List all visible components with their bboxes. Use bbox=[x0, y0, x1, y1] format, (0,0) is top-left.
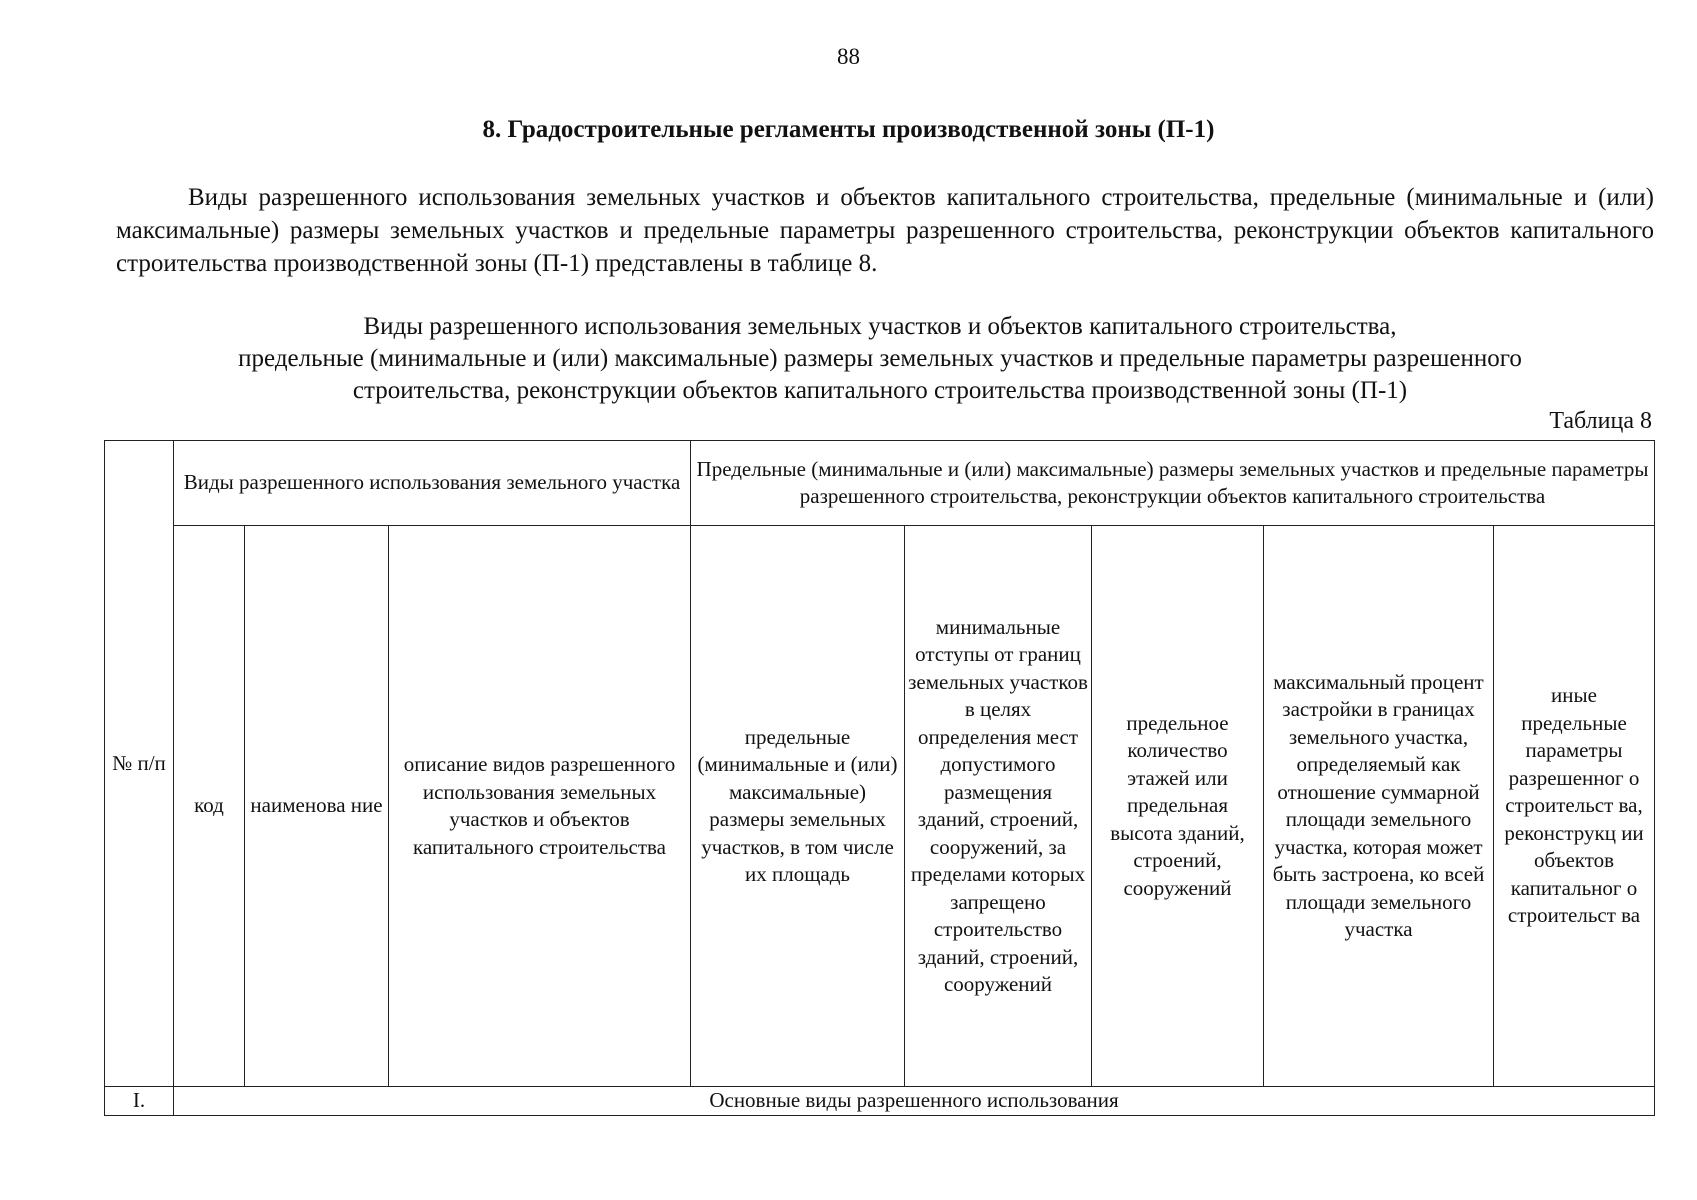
header-group-uses: Виды разрешенного использования земельного участка bbox=[174, 441, 691, 526]
header-number: № п/п bbox=[105, 441, 174, 1087]
header-description: описание видов разрешенного использования земельных участков и объектов капитального строительства bbox=[389, 526, 691, 1087]
intro-paragraph: Виды разрешенного использования земельных участков и объектов капитального строительства, предельные (минимальные и (или) максимальные) размеры земельных участков и предельные параметры разрешенного строительства, реконструкции объектов капитального строительства производственной зоны (П-1) представлены в таблице 8. bbox=[116, 184, 1654, 277]
page-number: 88 bbox=[837, 44, 860, 69]
header-coverage: максимальный процент застройки в границах земельного участка, определяемый как отношение суммарной площади земельного участка, которая может быть застроена, ко всей площади земельного участка bbox=[1264, 526, 1494, 1087]
header-setbacks: минимальные отступы от границ земельных участков в целях определения мест допустимого размещения зданий, строений, сооружений, за пределами которых запрещено строительство зданий, строений, сооружений bbox=[905, 526, 1092, 1087]
header-floors: предельное количество этажей или предельная высота зданий, строений, сооружений bbox=[1092, 526, 1264, 1087]
header-sizes: предельные (минимальные и (или) максимальные) размеры земельных участков, в том числе их площадь bbox=[691, 526, 905, 1087]
table-caption bbox=[100, 311, 1660, 407]
header-code: код bbox=[174, 526, 245, 1087]
header-other: иные предельные параметры разрешенног о строительст ва, реконструкц ии объектов капитальног о строительст ва bbox=[1494, 526, 1655, 1087]
header-name: наименова ние bbox=[245, 526, 389, 1087]
table-label: Таблица 8 bbox=[1549, 408, 1652, 434]
section-title: Основные виды разрешенного использования bbox=[174, 1087, 1655, 1116]
caption-line-2: предельные (минимальные и (или) максимальные) размеры земельных участков и предельные параметры разрешенного bbox=[238, 345, 1522, 372]
section-heading: 8. Градостроительные регламенты производственной зоны (П-1) bbox=[482, 116, 1215, 143]
section-number: I. bbox=[105, 1087, 174, 1116]
regulations-table bbox=[104, 440, 1655, 1116]
caption-line-3: строительства, реконструкции объектов капитального строительства производственной зоны (П-1) bbox=[352, 377, 1408, 404]
caption-line-1: Виды разрешенного использования земельных участков и объектов капитального строительства, bbox=[363, 313, 1397, 340]
header-group-limits: Предельные (минимальные и (или) максимальные) размеры земельных участков и предельные параметры разрешенного строительства, реконструкции объектов капитального строительства bbox=[691, 441, 1655, 526]
